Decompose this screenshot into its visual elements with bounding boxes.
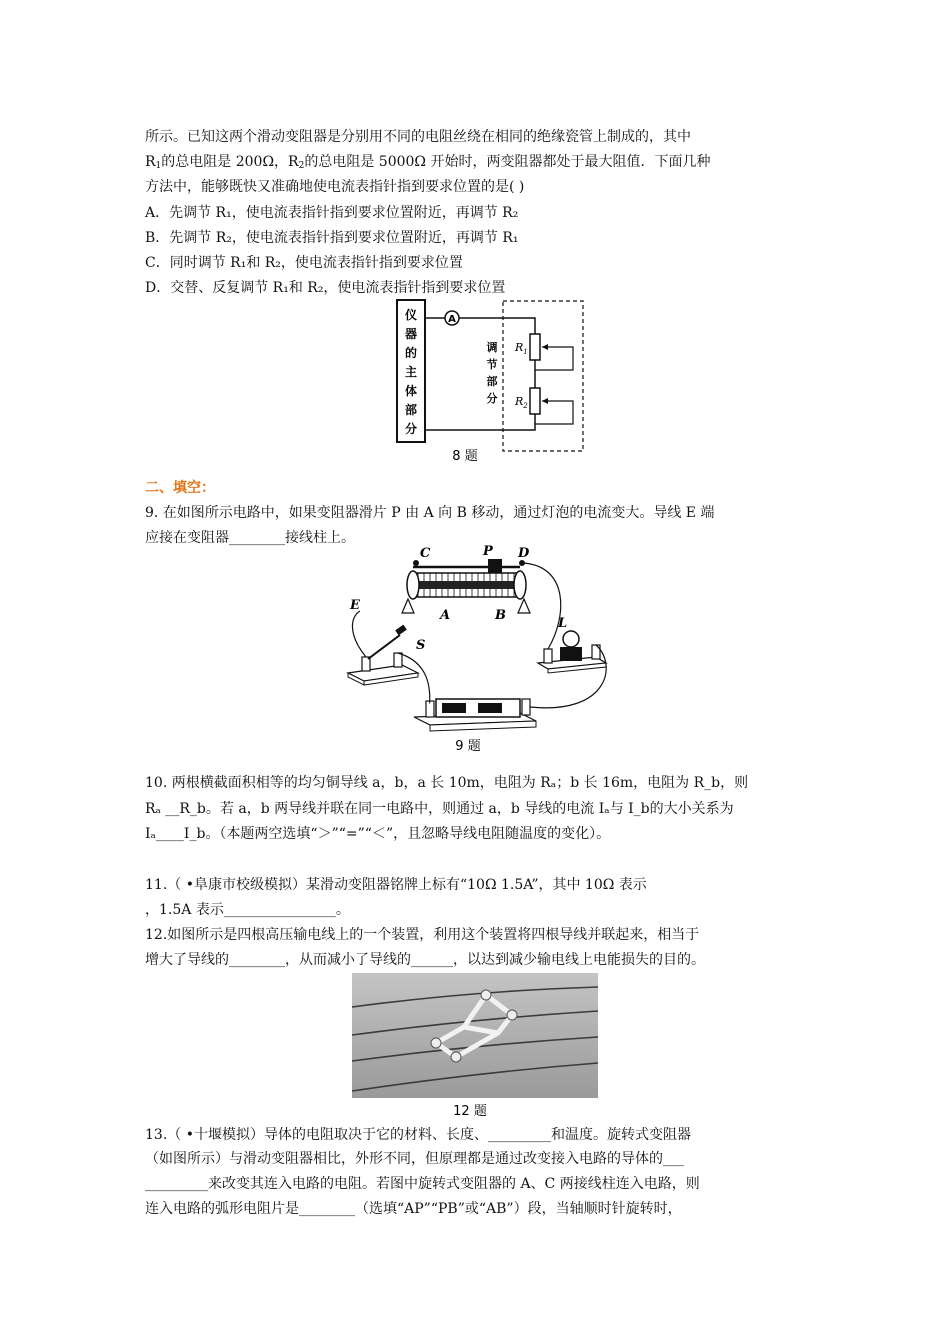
- lamp: [538, 631, 606, 673]
- figure-8-circuit: [395, 298, 590, 466]
- q13-line-4: 连入电路的弧形电阻片是________（选填“AP”“PB”或“AB”）段，当轴顺时针旋转时，: [145, 1201, 682, 1217]
- q11-line-1: 11.（ •阜康市校级模拟）某滑动变阻器铭牌上标有“10Ω 1.5A”，其中 10Ω 表示: [145, 877, 647, 893]
- q11-line-2: ，1.5A 表示________________。: [145, 902, 350, 918]
- r2-resistor: [530, 388, 540, 414]
- r1-resistor: [530, 334, 540, 360]
- q10-line-1: 10. 两根横截面积相等的均匀铜导线 a，b，a 长 10m，电阻为 Rₐ；b 长 16m，电阻为 R_b，则: [145, 775, 749, 791]
- main-char: 部: [404, 403, 418, 417]
- q9-line-1: 9. 在如图所示电路中，如果变阻器滑片 P 由 A 向 B 移动，通过灯泡的电流变大。导线 E 端: [145, 505, 715, 521]
- figure-8-caption: 8 题: [452, 449, 478, 464]
- rheostat: [402, 559, 530, 613]
- label-e: E: [350, 598, 360, 613]
- ammeter-label: A: [448, 314, 456, 325]
- r2-label: $R_2$: [515, 395, 528, 410]
- switch: [348, 625, 418, 685]
- figure-12-caption: 12 题: [453, 1104, 487, 1119]
- adjust-char: 部: [486, 375, 498, 388]
- q12-line-2: 增大了导线的________，从而减小了导线的______，以达到减少输电线上电能损失的目的。: [145, 952, 705, 968]
- adjust-dashed-box: [503, 301, 583, 451]
- label-p: P: [483, 545, 493, 559]
- figure-9-caption: 9 题: [455, 739, 481, 754]
- label-d: D: [518, 546, 530, 561]
- figure-12-photo: [352, 973, 598, 1123]
- q8-line-2: $R_1$的总电阻是 200Ω，$R_2$的总电阻是 5000Ω 开始时，两变阻器都处于最大阻值．下面几种: [145, 154, 711, 171]
- main-char: 体: [404, 384, 418, 398]
- q8-option-a: A．先调节 R₁，使电流表指针指到要求位置附近，再调节 R₂: [145, 205, 519, 221]
- section-fill-in-title: 二、填空：: [145, 480, 215, 496]
- figure-9-circuit: [338, 545, 613, 755]
- q9-line-2: 应接在变阻器________接线柱上。: [145, 530, 355, 546]
- adjust-char: 调: [486, 341, 498, 354]
- q8-option-b: B．先调节 R₂，使电流表指针指到要求位置附近，再调节 R₁: [145, 230, 519, 246]
- main-char: 分: [404, 422, 418, 436]
- q10-line-3: Iₐ____I_b。（本题两空选填“＞”“=”“＜”，且忽略导线电阻随温度的变化）。: [145, 826, 611, 842]
- main-char: 器: [404, 327, 418, 341]
- adjust-char: 分: [486, 392, 498, 405]
- r1-label: $R_1$: [515, 341, 528, 356]
- main-char: 仪: [404, 308, 418, 322]
- wire-d-lamp: [522, 563, 561, 649]
- q13-line-1: 13.（ •十堰模拟）导体的电阻取决于它的材料、长度、_________和温度。旋转式变阻器: [145, 1127, 691, 1143]
- main-char: 的: [404, 346, 418, 360]
- q12-line-1: 12.如图所示是四根高压输电线上的一个装置，利用这个装置将四根导线并联起来，相当于: [145, 927, 700, 943]
- label-b: B: [495, 608, 506, 623]
- q8-line-1: 所示。已知这两个滑动变阻器是分别用不同的电阻丝绕在相同的绝缘瓷管上制成的，其中: [145, 129, 691, 145]
- slider-p: [488, 559, 502, 573]
- label-l: L: [558, 616, 568, 631]
- q13-line-3: _________来改变其连入电路的电阻。若图中旋转式变阻器的 A、C 两接线柱连入电路，则: [145, 1176, 700, 1192]
- q10-line-2: Rₐ __R_b。若 a，b 两导线并联在同一电路中，则通过 a，b 导线的电流 Iₐ与 I_b的大小关系为: [145, 801, 734, 817]
- q13-line-2: （如图所示）与滑动变阻器相比，外形不同，但原理都是通过改变接入电路的导体的___: [145, 1151, 684, 1167]
- photo-background: [352, 973, 598, 1098]
- label-s: S: [416, 638, 426, 653]
- label-c: C: [420, 546, 431, 561]
- battery: [414, 699, 536, 731]
- main-char: 主: [404, 365, 418, 379]
- label-a: A: [440, 608, 451, 623]
- q8-line-3: 方法中，能够既快又准确地使电流表指针指到要求位置的是( ): [145, 179, 525, 195]
- wire-e: [352, 611, 366, 657]
- q8-option-d: D．交替、反复调节 R₁和 R₂，使电流表指针指到要求位置: [145, 280, 506, 296]
- adjust-char: 节: [486, 358, 498, 371]
- q8-option-c: C．同时调节 R₁和 R₂，使电流表指针指到要求位置: [145, 255, 463, 271]
